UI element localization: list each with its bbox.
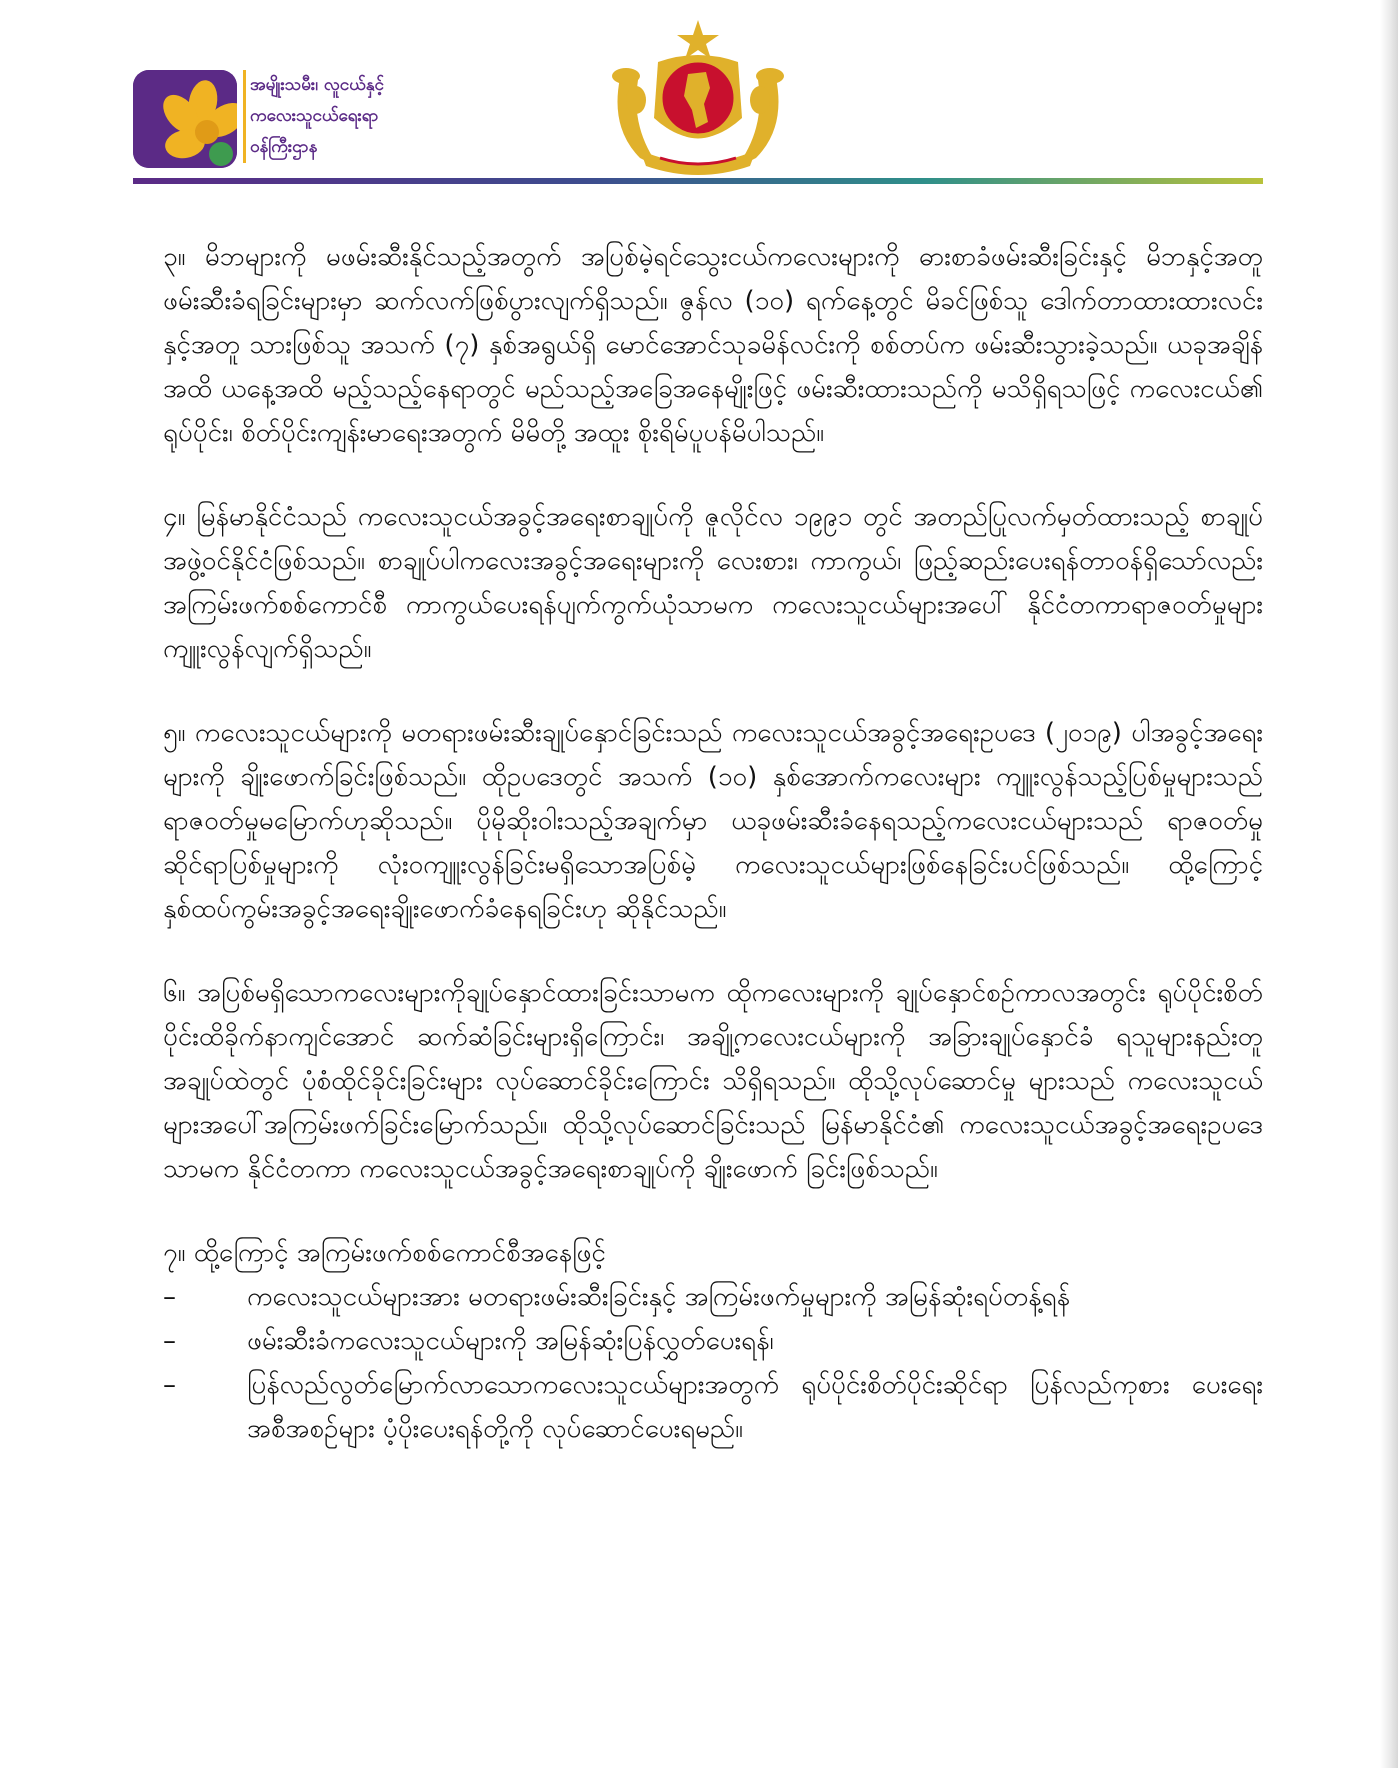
paragraph-5: ၅။ ကလေးသူငယ်များကို မတရားဖမ်းဆီးချုပ်နှောင်ခြင်းသည် ကလေးသူငယ်အခွင့်အရေးဥပဒေ (၂၀၁၉) ပါအခွင့်အရေးများကို ချိုးဖောက်ခြင်းဖြစ်သည်။ ထိုဥပဒေတွင် အသက် (၁၀) နှစ်အောက်ကလေးများ ကျူးလွန်သည့်ပြစ်မှုများသည် ရာဇဝတ်မှုမမြောက်ဟုဆိုသည်။ ပိုမိုဆိုးဝါးသည့်အချက်မှာ ယခုဖမ်းဆီးခံနေရသည့်ကလေးငယ်များသည် ရာဇဝတ်မှုဆိုင်ရာပြစ်မှုများကို လုံးဝကျူးလွန်ခြင်းမရှိသောအပြစ်မဲ့ ကလေးသူငယ်များဖြစ်နေခြင်းပင်ဖြစ်သည်။ ထို့ကြောင့် နှစ်ထပ်ကွမ်းအခွင့်အရေးချိုးဖောက်ခံနေရခြင်းဟု ဆိုနိုင်သည်။: [163, 718, 1263, 924]
bullet-dash: –: [163, 1282, 176, 1312]
ministry-name-line: ဝန်ကြီးဌာန: [250, 137, 318, 157]
demand-text: ပြန်လည်လွတ်မြောက်လာသောကလေးသူငယ်များအတွက် ရုပ်ပိုင်းစိတ်ပိုင်းဆိုင်ရာ ပြန်လည်ကုစား ပေးရေးအစီအစဉ်များ ပံ့ပိုးပေးရန်တို့ကို လုပ်ဆောင်ပေးရမည်။: [247, 1370, 1263, 1444]
paragraph-6: ၆။ အပြစ်မရှိသောကလေးများကိုချုပ်နှောင်ထားခြင်းသာမက ထိုကလေးများကို ချုပ်နှောင်စဉ်ကာလအတွင်း ရုပ်ပိုင်းစိတ်ပိုင်းထိခိုက်နာကျင်အောင် ဆက်ဆံခြင်းများရှိကြောင်း၊ အချို့ကလေးငယ်များကို အခြားချုပ်နှောင်ခံ ရသူများနည်းတူ အချုပ်ထဲတွင် ပုံစံထိုင်ခိုင်းခြင်းများ လုပ်ဆောင်ခိုင်းကြောင်း သိရှိရသည်။ ထိုသို့လုပ်ဆောင်မှု များသည် ကလေးသူငယ်များအပေါ်အကြမ်းဖက်ခြင်းမြောက်သည်။ ထိုသို့လုပ်ဆောင်ခြင်းသည် မြန်မာနိုင်ငံ၏ ကလေးသူငယ်အခွင့်အရေးဥပဒေသာမက နိုင်ငံတကာ ကလေးသူငယ်အခွင့်အရေးစာချုပ်ကို ချိုးဖောက် ခြင်းဖြစ်သည်။: [163, 978, 1263, 1184]
paragraph-4: ၄။ မြန်မာနိုင်ငံသည် ကလေးသူငယ်အခွင့်အရေးစာချုပ်ကို ဇူလိုင်လ ၁၉၉၁ တွင် အတည်ပြုလက်မှတ်ထားသည့် စာချုပ်အဖွဲ့ဝင်နိုင်ငံဖြစ်သည်။ စာချုပ်ပါကလေးအခွင့်အရေးများကို လေးစား၊ ကာကွယ်၊ ဖြည့်ဆည်းပေးရန်တာဝန်ရှိသော်လည်း အကြမ်းဖက်စစ်ကောင်စီ ကာကွယ်ပေးရန်ပျက်ကွက်ယုံသာမက ကလေးသူငယ်များအပေါ် နိုင်ငံတကာရာဇဝတ်မှုများ ကျူးလွန်လျက်ရှိသည်။: [163, 502, 1263, 664]
ministry-name-line: အမျိုးသမီး၊ လူငယ်နှင့်: [250, 75, 384, 95]
paragraph-7-lead: ၇။ ထို့ကြောင့် အကြမ်းဖက်စစ်ကောင်စီအနေဖြင့်: [163, 1238, 606, 1268]
demand-item: [163, 1319, 1263, 1363]
myanmar-state-seal-icon: [600, 18, 796, 176]
ministry-name: [243, 70, 410, 163]
statement-body: [163, 235, 1263, 1451]
paragraph-3: ၃။ မိဘများကို မဖမ်းဆီးနိုင်သည့်အတွက် အပြစ်မဲ့ရင်သွေးငယ်ကလေးများကို ဓားစာခံဖမ်းဆီးခြင်းနှင့် မိဘနှင့်အတူ ဖမ်းဆီးခံရခြင်းများမှာ ဆက်လက်ဖြစ်ပွားလျက်ရှိသည်။ ဇွန်လ (၁၀) ရက်နေ့တွင် မိခင်ဖြစ်သူ ဒေါက်တာထားထားလင်းနှင့်အတူ သားဖြစ်သူ အသက် (၇) နှစ်အရွယ်ရှိ မောင်အောင်သုခမိန်လင်းကို စစ်တပ်က ဖမ်းဆီးသွားခဲ့သည်။ ယခုအချိန်အထိ ယနေ့အထိ မည့်သည့်နေရာတွင် မည်သည့်အခြေအနေမျိုးဖြင့် ဖမ်းဆီးထားသည်ကို မသိရှိရသဖြင့် ကလေးငယ်၏ ရုပ်ပိုင်း၊ စိတ်ပိုင်းကျန်းမာရေးအတွက် မိမိတို့ အထူး စိုးရိမ်ပူပန်မိပါသည်။: [163, 242, 1263, 448]
demand-item: [163, 1363, 1263, 1451]
demand-item: [163, 1275, 1263, 1319]
header-divider: [133, 178, 1263, 184]
letterhead: [0, 0, 1398, 190]
page-edge-shadow: [1380, 0, 1398, 1768]
demand-text: ကလေးသူငယ်များအား မတရားဖမ်းဆီးခြင်းနှင့် အကြမ်းဖက်မှုများကို အမြန်ဆုံးရပ်တန့်ရန်: [247, 1282, 1071, 1312]
bullet-dash: –: [163, 1326, 176, 1356]
ministry-name-line: ကလေးသူငယ်ရေးရာ: [250, 106, 379, 126]
demand-text: ဖမ်းဆီးခံကလေးသူငယ်များကို အမြန်ဆုံးပြန်လွှတ်ပေးရန်၊: [247, 1326, 774, 1356]
bullet-dash: –: [163, 1370, 176, 1400]
ministry-flower-logo-icon: [133, 70, 237, 168]
